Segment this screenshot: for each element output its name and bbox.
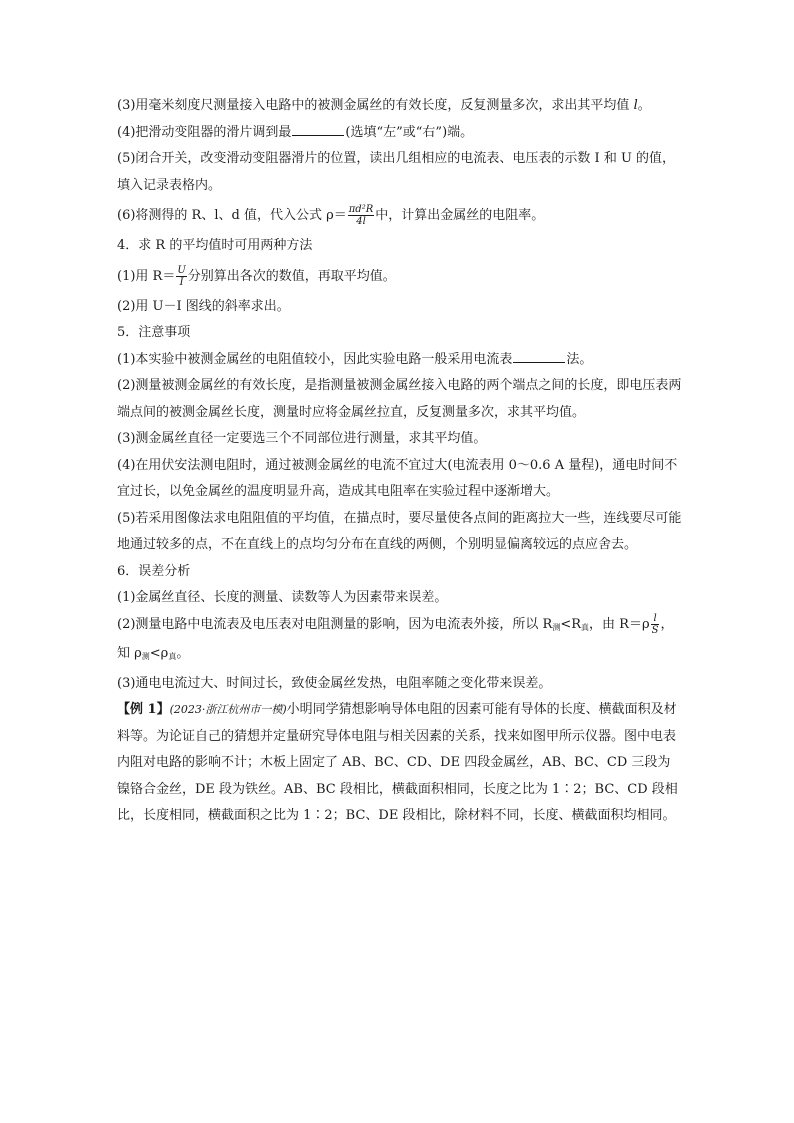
example-1 bbox=[117, 697, 683, 830]
step-3-var: l bbox=[633, 98, 638, 113]
note-5: (5)若采用图像法求电阻阻值的平均值，在描点时，要尽量使各点间的距离拉大一些，连线要尽可能地通过较多的点，不在直线上的点均匀分布在直线的两侧，个别明显偏离较远的点应舍去。 bbox=[117, 510, 682, 552]
step-5: (5)闭合开关，改变滑动变阻器滑片的位置，读出几组相应的电流表、电压表的示数 I 和 U 的值，填入记录表格内。 bbox=[117, 151, 676, 193]
error-1: (1)金属丝直径、长度的测量、读数等人为因素带来误差。 bbox=[117, 590, 448, 605]
error-3: (3)通电电流过大、时间过长，致使金属丝发热，电阻率随之变化带来误差。 bbox=[117, 675, 552, 691]
example-text: 小明同学猜想影响导体电阻的因素可能有导体的长度、横截面积及材料等。为论证自己的猜想并定量研究导体电阻与相关因素的关系，找来如图甲所示仪器。图中电表内阻对电路的影响不计；木板上固定了 AB、BC、CD、DE 四段金属丝，AB、BC、CD 三段为镍铬合金丝，DE 段为铁丝。AB、BC 段相比，横截面积相同，长度之比为 1∶2；BC、CD 段相比，长度相同，横截面积之比为 1∶2；BC、DE 段相比，除材料不同，长度、横截面积均相同。 bbox=[117, 702, 678, 823]
note-1-text-b: 法。 bbox=[566, 351, 593, 367]
subscript: 测 bbox=[141, 652, 150, 661]
step-4-text-a: (4)把滑动变阻器的滑片调到最 bbox=[117, 124, 292, 140]
method-1 bbox=[117, 260, 683, 294]
fraction-numerator: U bbox=[177, 264, 186, 276]
resistivity-fraction bbox=[348, 204, 375, 227]
example-label: 【例 1】 bbox=[117, 702, 170, 717]
error-2-text-e: <ρ bbox=[149, 646, 169, 661]
subscript: 真 bbox=[168, 652, 177, 661]
error-2 bbox=[117, 612, 683, 671]
answer-blank[interactable] bbox=[292, 122, 344, 136]
step-6-text-b: 中，计算出金属丝的电阻率。 bbox=[375, 208, 545, 223]
document-content bbox=[117, 93, 683, 830]
subscript: 测 bbox=[552, 622, 561, 632]
method-1-text-b: 分别算出各次的数值，再取平均值。 bbox=[187, 268, 396, 284]
method-1-text-a: (1)用 R＝ bbox=[117, 268, 176, 284]
section-4-heading: 4．求 R 的平均值时可用两种方法 bbox=[117, 238, 313, 253]
section-6-heading: 6．误差分析 bbox=[117, 563, 191, 579]
step-6-text-a: (6)将测得的 R、l、d 值，代入公式 ρ＝ bbox=[117, 208, 347, 223]
answer-blank[interactable] bbox=[513, 349, 565, 363]
note-3: (3)测金属丝直径一定要选三个不同部位进行测量，求其平均值。 bbox=[117, 431, 487, 446]
error-2-text-d: ，知 ρ bbox=[117, 616, 674, 661]
note-4: (4)在用伏安法测电阻时，通过被测金属丝的电流不宜过大(电流表用 0～0.6 A 量程)，通电时间不宜过长，以免金属丝的温度明显升高，造成其电阻率在实验过程中逐渐增大。 bbox=[117, 457, 678, 499]
step-4 bbox=[117, 120, 683, 147]
fraction-numerator: l bbox=[651, 613, 660, 625]
fraction-numerator: πd²R bbox=[348, 204, 374, 215]
step-3-end: 。 bbox=[637, 98, 651, 113]
step-4-text-b: (选填“左”或“右”)端。 bbox=[345, 124, 474, 140]
section-5-heading: 5．注意事项 bbox=[117, 325, 191, 340]
fraction-denominator: I bbox=[179, 276, 184, 288]
step-6 bbox=[117, 199, 683, 233]
error-2-text-a: (2)测量电路中电流表及电压表对电阻测量的影响，因为电流表外接，所以 R bbox=[117, 616, 553, 632]
fraction-denominator: S bbox=[651, 624, 659, 636]
error-2-text-f: 。 bbox=[176, 646, 190, 661]
ohm-fraction bbox=[176, 265, 186, 288]
resistance-fraction bbox=[651, 613, 660, 636]
note-1-text-a: (1)本实验中被测金属丝的电阻值较小，因此实验电路一般采用电流表 bbox=[117, 351, 513, 367]
note-1 bbox=[117, 347, 683, 374]
example-source: (2023·浙江杭州市一模) bbox=[169, 703, 287, 716]
note-2: (2)测量被测金属丝的有效长度，是指测量被测金属丝接入电路的两个端点之间的长度，即电压表两端点间的被测金属丝长度，测量时应将金属丝拉直，反复测量多次，求其平均值。 bbox=[117, 378, 682, 420]
error-2-text-b: <R bbox=[560, 616, 582, 632]
step-3-text: (3)用毫米刻度尺测量接入电路中的被测金属丝的有效长度，反复测量多次，求出其平均值 bbox=[117, 98, 634, 113]
subscript: 真 bbox=[581, 622, 590, 632]
method-2: (2)用 U－I 图线的斜率求出。 bbox=[117, 298, 290, 314]
step-3 bbox=[117, 93, 683, 120]
fraction-denominator: 4l bbox=[356, 216, 366, 227]
error-2-text-c: ，由 R＝ρ bbox=[589, 616, 650, 632]
